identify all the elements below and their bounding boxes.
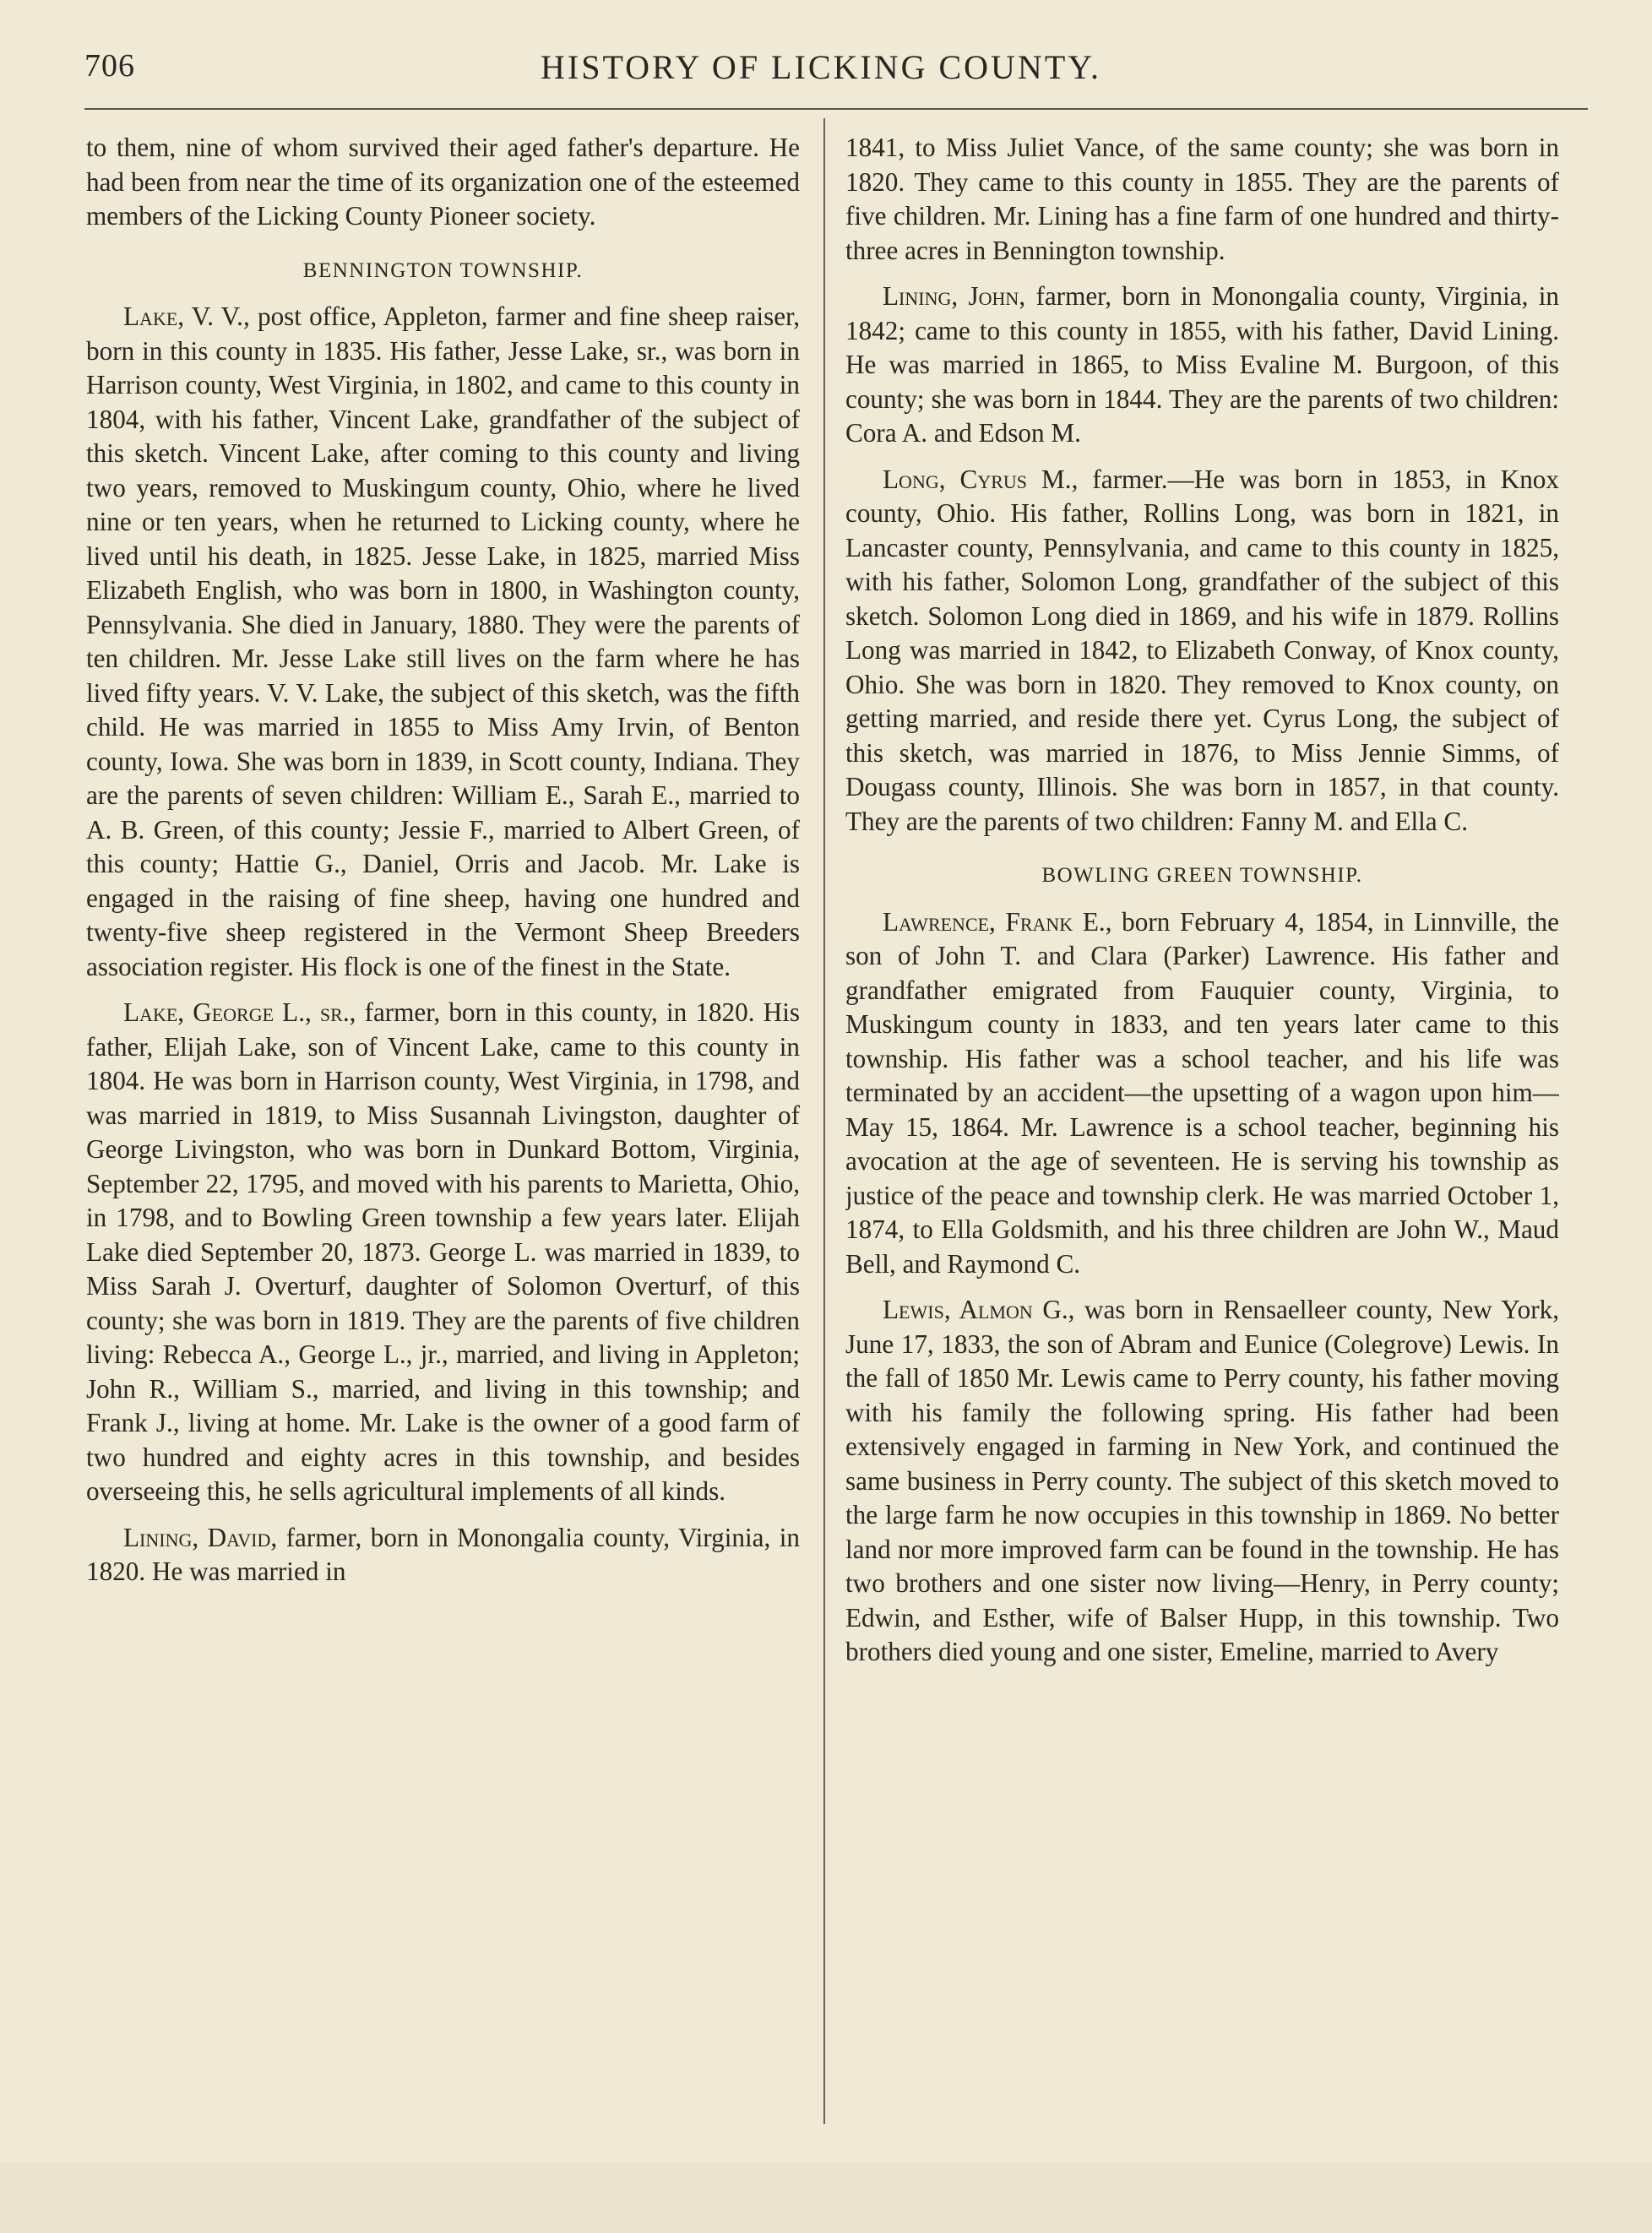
entry-lawrence-frank [845,905,1559,1282]
entry-text: , was born in Rensaelleer county, New York, June 17, 1833, the son of Abram and Eunice (Colegrove) Lewis. In the fall of 1850 Mr. Lewis came to Perry county, his father moving with his family the following spring. His father had been extensively engaged in farming in New York, and continued the same business in Perry county. The subject of this sketch moved to the large farm he now occupies in this township in 1869. No better land nor more improved farm can be found in the township. He has two brothers and one sister now living—Henry, in Perry county; Edwin, and Esther, wife of Balser Hupp, in this township. Two brothers died young and one sister, Emeline, married to Avery [845,1295,1559,1666]
section-heading-bowling-green: BOWLING GREEN TOWNSHIP. [1041,864,1363,887]
column-divider [823,118,825,2124]
section-heading-bennington: BENNINGTON TOWNSHIP. [302,258,584,282]
running-title: HISTORY OF LICKING COUNTY. [541,48,1101,86]
header-rule [84,108,1588,110]
entry-text: , post office, Appleton, farmer and fine sheep raiser, born in this county in 1835. His father, Jesse Lake, sr., was born in Harrison county, West Virginia, in 1802, and came to this county in 1804, with his father, Vincent Lake, grandfather of the subject of this sketch. Vincent Lake, after coming to this county and living two years, removed to Muskingum county, Ohio, where he lived nine or ten years, when he returned to Licking county, where he lived until his death, in 1825. Jesse Lake, in 1825, married Miss Elizabeth English, who was born in 1800, in Washington county, Pennsylvania. She died in January, 1880. They were the parents of ten children. Mr. Jesse Lake still lives on the farm where he has lived fifty years. V. V. Lake, the subject of this sketch, was the fifth child. He was married in 1855 to Miss Amy Irvin, of Benton county, Iowa. She was born in 1839, in Scott county, Indiana. They are the parents of seven children: William E., Sarah E., married to A. B. Green, of this county; Jessie F., married to Albert Green, of this county; Hattie G., Daniel, Orris and Jacob. Mr. Lake is engaged in the raising of fine sheep, having one hundred and twenty-five sheep registered in the Vermont Sheep Breeders association register. His flock is one of the finest in the State. [86,302,800,981]
entry-lake-vv [86,300,800,984]
page-bottom-margin [0,2162,1652,2233]
entry-lining-david [86,1521,800,1589]
entry-name: Lake, V. V. [123,302,243,331]
continued-paragraph: to them, nine of whom survived their aged father's departure. He had been from near the time of its organization one of the esteemed members of the Licking County Pioneer society. [86,133,800,231]
entry-lining-john [845,280,1559,451]
entry-lewis-almon [845,1293,1559,1670]
entry-name: Lining, David [123,1522,271,1552]
page-number: 706 [84,48,135,84]
entry-name: Long, Cyrus M. [883,464,1072,494]
entry-text: , born February 4, 1854, in Linnville, the son of John T. and Clara (Parker) Lawrence. His father and grandfather emigrated from Fauquier county, Virginia, to Muskingum county in 1833, and ten years later came to this township. His father was a school teacher, and his life was terminated by an accident—the upsetting of a wagon upon him—May 15, 1864. Mr. Lawrence is a school teacher, beginning his avocation at the age of seventeen. He is serving his township as justice of the peace and township clerk. He was married October 1, 1874, to Ella Goldsmith, and his three children are John W., Maud Bell, and Raymond C. [845,906,1559,1279]
left-column [86,131,800,2132]
entry-name: Lewis, Almon G. [883,1295,1068,1324]
entry-text: , farmer, born in this county, in 1820. His father, Elijah Lake, son of Vincent Lake, came to this county in 1804. He was born in Harrison county, West Virginia, in 1798, and was married in 1819, to Miss Susannah Livingston, daughter of George Livingston, who was born in Dunkard Bottom, Virginia, September 22, 1795, and moved with his parents to Marietta, Ohio, in 1798, and to Bowling Green township a few years later. Elijah Lake died September 20, 1873. George L. was married in 1839, to Miss Sarah J. Overturf, daughter of Solomon Overturf, of this county; she was born in 1819. They are the parents of five children living: Rebecca A., George L., jr., married, and living in Appleton; John R., William S., married, and living in this township; and Frank J., living at home. Mr. Lake is the owner of a good farm of two hundred and eighty acres in this township, and besides overseeing this, he sells agricultural implements of all kinds. [86,997,800,1506]
entry-text: , farmer, born in Monongalia county, Virginia, in 1820. He was married in [86,1522,800,1586]
entry-long-cyrus [845,463,1559,839]
right-column [845,131,1559,2132]
entry-lake-george [86,996,800,1509]
entry-text: , farmer, born in Monongalia county, Virginia, in 1842; came to this county in 1855, with his father, David Lining. He was married in 1865, to Miss Evaline M. Burgoon, of this county; she was born in 1844. They are the parents of two children: Cora A. and Edson M. [845,281,1559,448]
entry-name: Lawrence, Frank E. [883,906,1106,937]
entry-name: Lake, George L., sr. [123,997,350,1027]
continued-paragraph: 1841, to Miss Juliet Vance, of the same county; she was born in 1820. They came to this county in 1855. They are the parents of five children. Mr. Lining has a fine farm of one hundred and thirty-three acres in Bennington township. [845,133,1559,265]
entry-text: , farmer.—He was born in 1853, in Knox county, Ohio. His father, Rollins Long, was born in 1821, in Lancaster county, Pennsylvania, and came to this county in 1825, with his father, Solomon Long, grandfather of the subject of this sketch. Solomon Long died in 1869, and his wife in 1879. Rollins Long was married in 1842, to Elizabeth Conway, of Knox county, Ohio. She was born in 1820. They removed to Knox county, on getting married, and reside there yet. Cyrus Long, the subject of this sketch, was married in 1876, to Miss Jennie Simms, of Dougass county, Illinois. She was born in 1857, in that county. They are the parents of two children: Fanny M. and Ella C. [845,464,1559,836]
page-header [84,42,1588,101]
entry-name: Lining, John [883,281,1019,311]
